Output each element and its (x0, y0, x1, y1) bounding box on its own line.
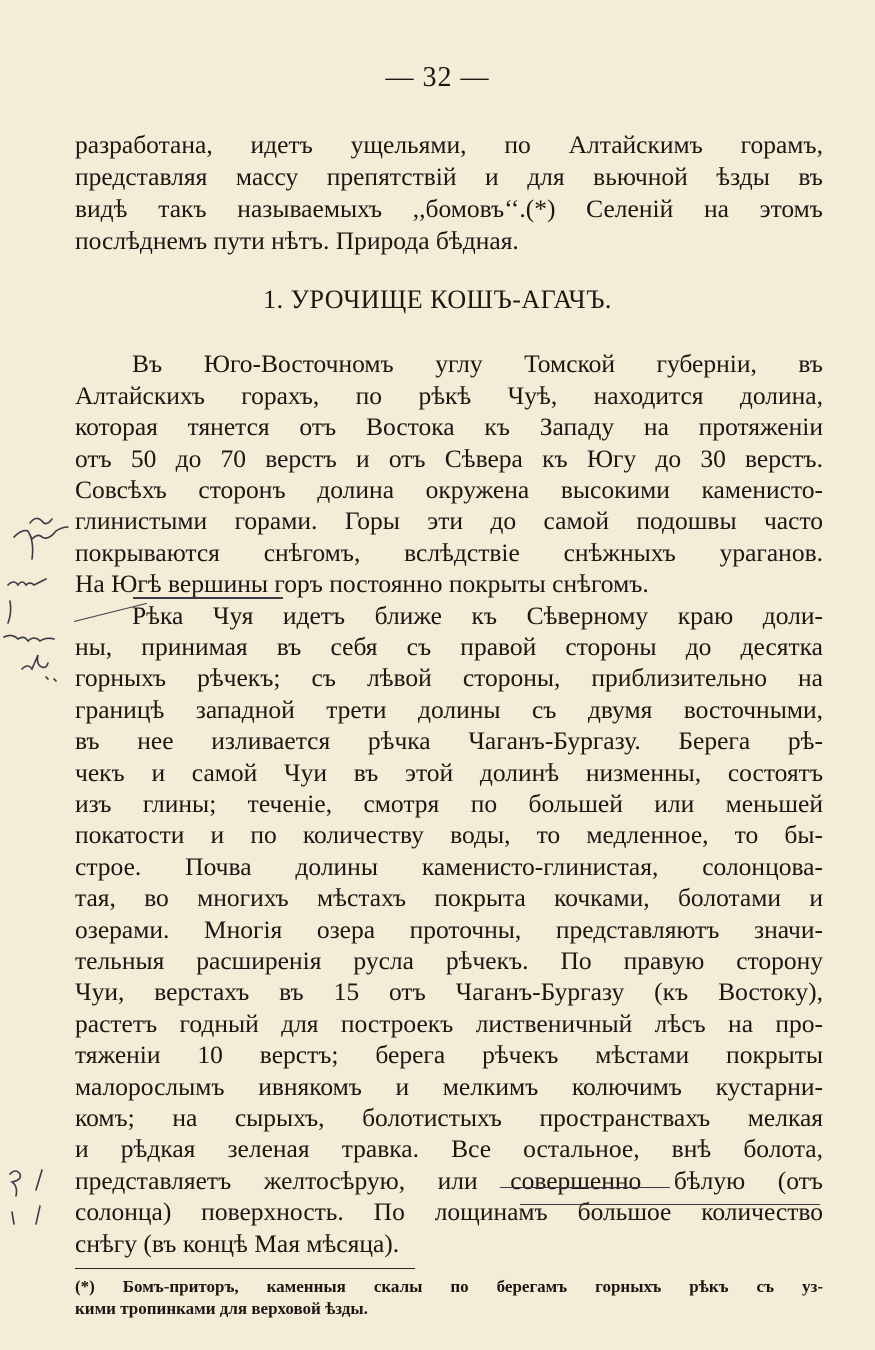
intro-line: представляя массу препятствій и для вьючной ѣзды въ (75, 162, 823, 191)
body-line: покатости и по количеству воды, то медленное, то бы- (75, 820, 823, 849)
page-number: — 32 — (385, 62, 490, 93)
body-line: Въ Юго-Восточномъ углу Томской губерніи, въ (132, 349, 823, 378)
pencil-underline (500, 1187, 670, 1188)
body-line: строе. Почва долины каменисто-глинистая, солонцова- (75, 852, 823, 881)
footnote-line: (*) Бомъ-приторъ, каменныя скалы по берегамъ горныхъ рѣкъ съ уз- (75, 1277, 823, 1296)
body-line: снѣгу (въ концѣ Мая мѣсяца). (75, 1229, 400, 1258)
body-line: На Югѣ вершины горъ постоянно покрыты снѣгомъ. (75, 569, 649, 598)
body-line: въ нее изливается рѣчка Чаганъ-Бургазу. Берега рѣ- (75, 726, 823, 755)
body-line: тая, во многихъ мѣстахъ покрыта кочками, болотами и (75, 883, 823, 912)
body-line: Чуи, верстахъ въ 15 отъ Чаганъ-Бургазу (къ Востоку), (75, 977, 823, 1006)
footnote-rule (75, 1268, 415, 1269)
pencil-underline (520, 1204, 820, 1205)
body-line: Рѣка Чуя идетъ ближе къ Сѣверному краю доли- (132, 601, 823, 630)
body-line: Совсѣхъ сторонъ долина окружена высокими каменисто- (75, 475, 823, 504)
body-line: представляетъ желтосѣрую, или совершенно бѣлую (отъ (75, 1166, 823, 1195)
body-line: чекъ и самой Чуи въ этой долинѣ низменны, состоятъ (75, 758, 823, 787)
body-line: растетъ годный для построекъ лиственичный лѣсъ на про- (75, 1009, 823, 1038)
pencil-marginalia (0, 505, 80, 685)
section-title: 1. УРОЧИЩЕ КОШЪ-АГАЧЪ. (263, 285, 612, 314)
intro-line: разработана, идетъ ущельями, по Алтайскимъ горамъ, (75, 130, 823, 159)
body-line: горныхъ рѣчекъ; съ лѣвой стороны, приблизительно на (75, 663, 823, 692)
body-line: и рѣдкая зеленая травка. Все остальное, внѣ болота, (75, 1134, 823, 1163)
body-line: озерами. Многія озера проточны, представляютъ значи- (75, 915, 823, 944)
body-line: ны, принимая въ себя съ правой стороны до десятка (75, 632, 823, 661)
body-line: солонца) поверхность. По лощинамъ большое количество (75, 1197, 823, 1226)
body-line: Алтайскихъ горахъ, по рѣкѣ Чуѣ, находится долина, (75, 381, 823, 410)
body-line: глинистыми горами. Горы эти до самой подошвы часто (75, 506, 823, 535)
body-line: изъ глины; теченіе, смотря по большей или меньшей (75, 789, 823, 818)
body-line: малорослымъ ивнякомъ и мелкимъ колючимъ кустарни- (75, 1072, 823, 1101)
intro-line: послѣднемъ пути нѣтъ. Природа бѣдная. (75, 226, 519, 255)
intro-line: видѣ такъ называемыхъ ,,бомовъ‘‘.(*) Селеній на этомъ (75, 194, 823, 223)
body-line: которая тянется отъ Востока къ Западу на протяженіи (75, 412, 823, 441)
body-line: границѣ западной трети долины съ двумя восточными, (75, 695, 823, 724)
body-line: комъ; на сырыхъ, болотистыхъ пространствахъ мелкая (75, 1103, 823, 1132)
pencil-marginalia-lower (0, 1162, 60, 1242)
body-line: тельныя расширенія русла рѣчекъ. По правую сторону (75, 946, 823, 975)
body-line: отъ 50 до 70 верстъ и отъ Сѣвера къ Югу до 30 верстъ. (75, 444, 823, 473)
body-line: тяженіи 10 верстъ; берега рѣчекъ мѣстами покрыты (75, 1040, 823, 1069)
body-line: покрываются снѣгомъ, вслѣдствіе снѣжныхъ ураганов. (75, 538, 823, 567)
pencil-underline (133, 597, 283, 599)
footnote-line: кими тропинками для верховой ѣзды. (75, 1299, 368, 1318)
